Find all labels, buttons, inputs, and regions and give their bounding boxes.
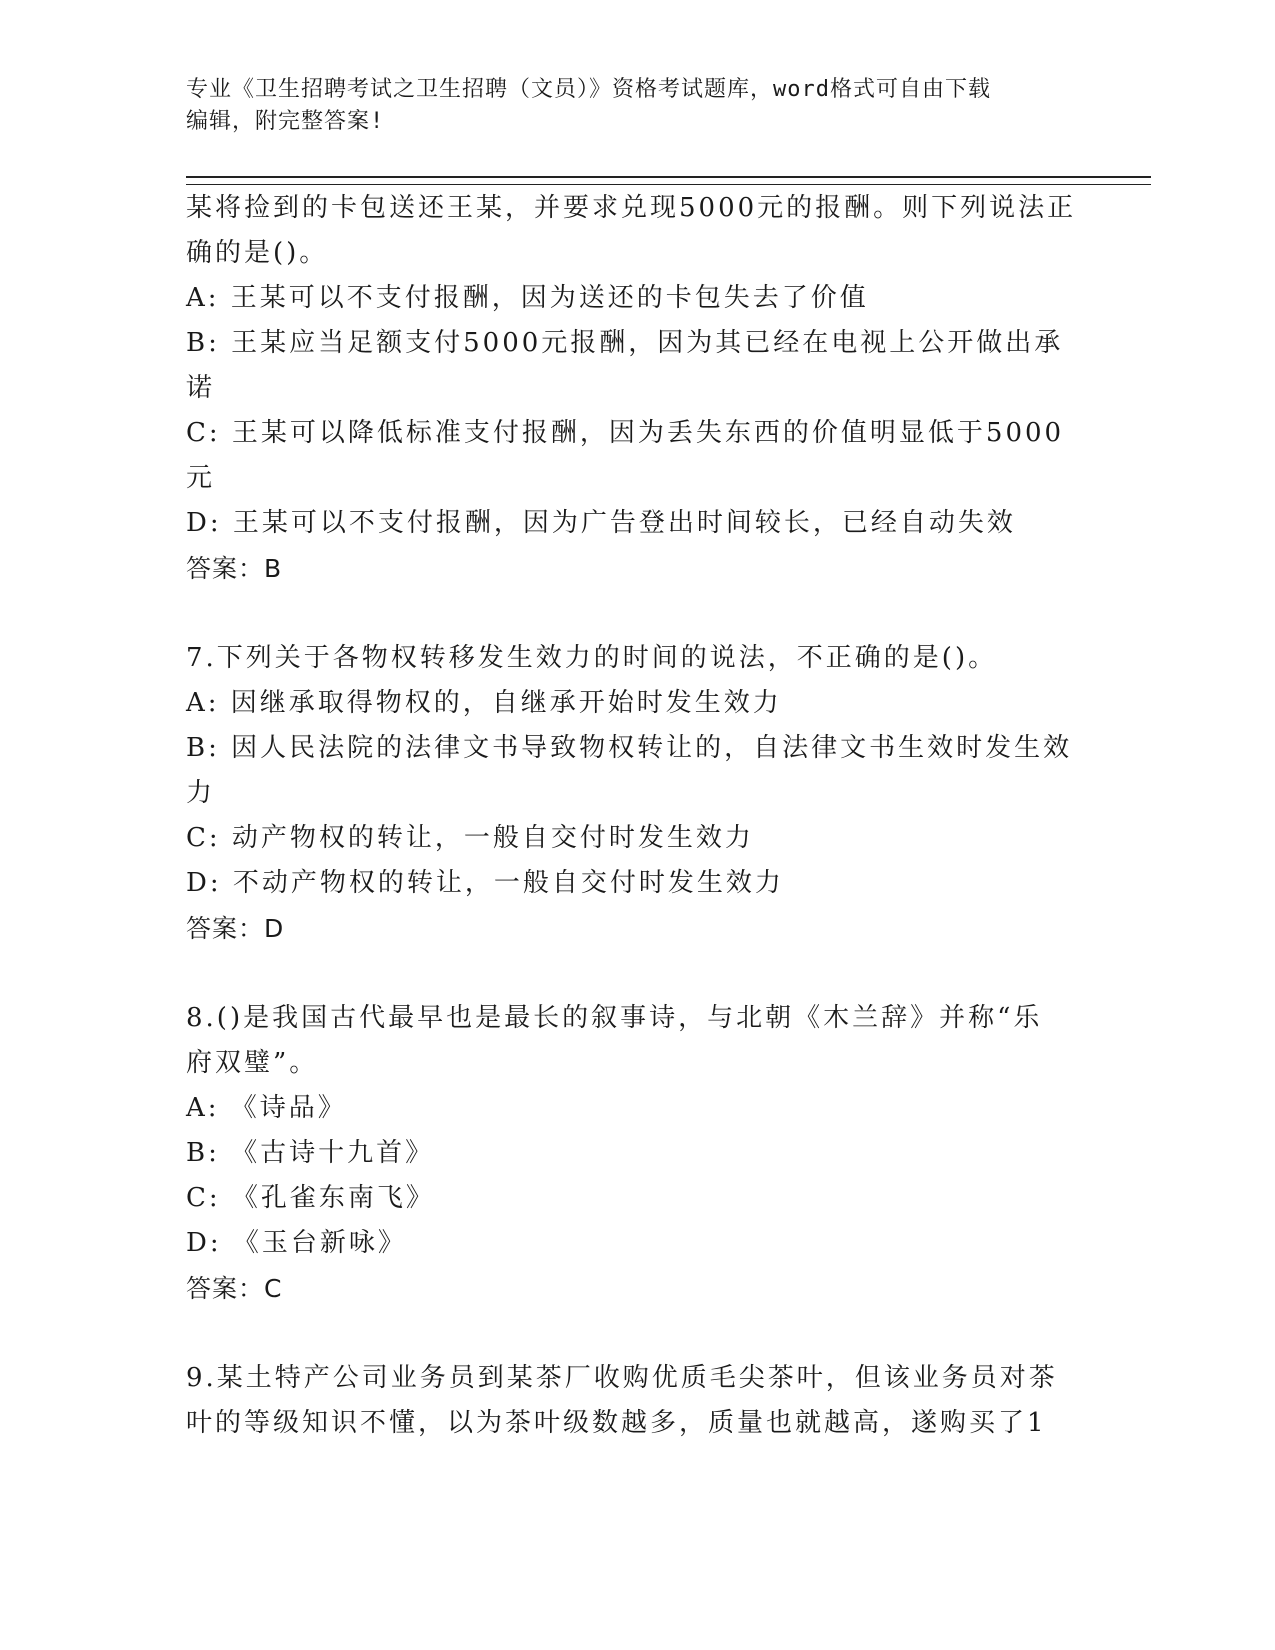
option-b-continued: 诺 bbox=[186, 373, 216, 403]
answer-label: 答案：B bbox=[186, 554, 283, 583]
option-c: C: 《孔雀东南飞》 bbox=[186, 1183, 435, 1213]
option-a: A: 因继承取得物权的，自继承开始时发生效力 bbox=[186, 688, 782, 718]
header-line-1: 专业《卫生招聘考试之卫生招聘（文员）》资格考试题库，word格式可自由下载 bbox=[186, 77, 991, 102]
option-c-continued: 元 bbox=[186, 463, 216, 493]
option-b-continued: 力 bbox=[186, 778, 216, 808]
spacer bbox=[186, 1311, 1086, 1356]
option-d: D: 不动产物权的转让，一般自交付时发生效力 bbox=[186, 868, 784, 898]
question-stem: 某将捡到的卡包送还王某，并要求兑现5000元的报酬。则下列说法正 bbox=[186, 193, 1077, 223]
question-8 bbox=[186, 996, 1086, 1311]
question-9 bbox=[186, 1356, 1086, 1446]
answer-label: 答案：D bbox=[186, 914, 285, 943]
option-d: D: 王某可以不支付报酬，因为广告登出时间较长，已经自动失效 bbox=[186, 508, 1016, 538]
option-a: A: 《诗品》 bbox=[186, 1093, 347, 1123]
header-line-2: 编辑，附完整答案! bbox=[186, 109, 385, 134]
option-c: C: 动产物权的转让，一般自交付时发生效力 bbox=[186, 823, 754, 853]
header-divider bbox=[186, 176, 1151, 185]
spacer bbox=[186, 951, 1086, 996]
question-stem: 确的是()。 bbox=[186, 238, 329, 268]
option-b: B: 《古诗十九首》 bbox=[186, 1138, 435, 1168]
question-list bbox=[186, 186, 1086, 1446]
question-7 bbox=[186, 636, 1086, 951]
question-stem: 9.某土特产公司业务员到某茶厂收购优质毛尖茶叶，但该业务员对茶 bbox=[186, 1363, 1058, 1393]
spacer bbox=[186, 591, 1086, 636]
page-header bbox=[186, 74, 1086, 138]
option-c: C: 王某可以降低标准支付报酬，因为丢失东西的价值明显低于5000 bbox=[186, 418, 1065, 448]
question-stem: 8.()是我国古代最早也是最长的叙事诗，与北朝《木兰辞》并称“乐 bbox=[186, 1003, 1043, 1033]
question-stem: 府双璧”。 bbox=[186, 1048, 319, 1078]
question-stem: 叶的等级知识不懂，以为茶叶级数越多，质量也就越高，遂购买了1 bbox=[186, 1408, 1047, 1438]
question-6 bbox=[186, 186, 1086, 591]
option-b: B: 因人民法院的法律文书导致物权转让的，自法律文书生效时发生效 bbox=[186, 733, 1073, 763]
option-b: B: 王某应当足额支付5000元报酬，因为其已经在电视上公开做出承 bbox=[186, 328, 1064, 358]
question-stem: 7.下列关于各物权转移发生效力的时间的说法，不正确的是()。 bbox=[186, 643, 998, 673]
option-d: D: 《玉台新咏》 bbox=[186, 1228, 407, 1258]
answer-label: 答案：C bbox=[186, 1274, 283, 1303]
option-a: A: 王某可以不支付报酬，因为送还的卡包失去了价值 bbox=[186, 283, 869, 313]
